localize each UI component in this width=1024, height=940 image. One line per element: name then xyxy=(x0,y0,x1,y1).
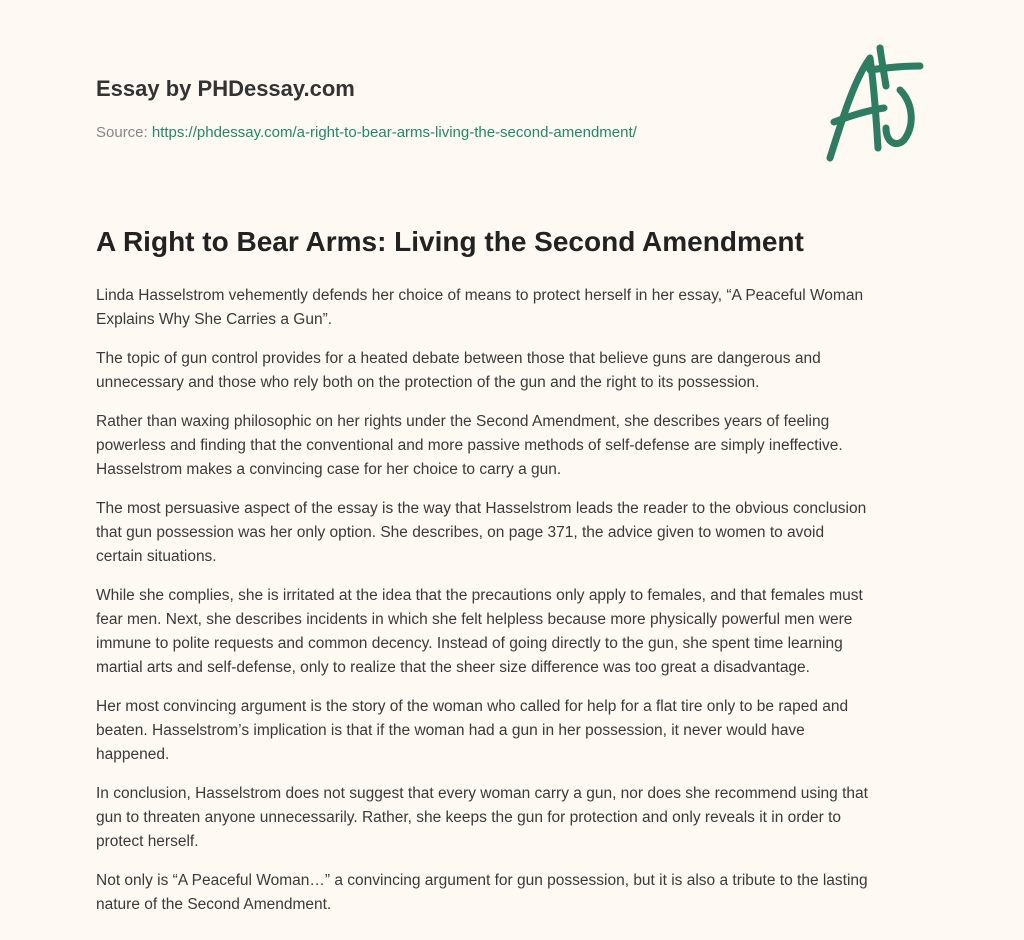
paragraph-line: martial arts and self-defense, only to realize that the sheer size difference was too great a disadvantage. xyxy=(96,659,810,676)
source-label: Source: xyxy=(96,124,148,141)
paragraph xyxy=(96,782,936,854)
article-body xyxy=(96,284,936,932)
paragraph-line: fear men. Next, she describes incidents in which she felt helpless because more physically powerful men were xyxy=(96,611,853,628)
paragraph-line: protect herself. xyxy=(96,833,199,850)
paragraph-line: The most persuasive aspect of the essay is the way that Hasselstrom leads the reader to the obvious conclusion xyxy=(96,500,867,517)
paragraph-line: Not only is “A Peaceful Woman…” a convincing argument for gun possession, but it is also a tribute to the lasting xyxy=(96,872,868,889)
paragraph-line: Linda Hasselstrom vehemently defends her choice of means to protect herself in her essay, “A Peaceful Woman xyxy=(96,287,864,304)
paragraph xyxy=(96,284,936,332)
paragraph xyxy=(96,410,936,482)
paragraph-line: While she complies, she is irritated at the idea that the precautions only apply to females, and that females must xyxy=(96,587,863,604)
paragraph-line: happened. xyxy=(96,746,170,763)
paragraph-line: immune to polite requests and common decency. Instead of going directly to the gun, she spent time learning xyxy=(96,635,843,652)
paragraph-line: powerless and finding that the conventional and more passive methods of self-defense are simply ineffective. xyxy=(96,437,843,454)
paragraph xyxy=(96,497,936,569)
site-title: Essay by PHDessay.com xyxy=(96,76,355,101)
paragraph-line: Her most convincing argument is the story of the woman who called for help for a flat tire only to be raped and xyxy=(96,698,849,715)
source-link[interactable]: https://phdessay.com/a-right-to-bear-arms-living-the-second-amendment/ xyxy=(151,124,637,141)
article-title: A Right to Bear Arms: Living the Second Amendment xyxy=(96,226,804,257)
a-plus-logo-icon xyxy=(820,40,930,165)
paragraph xyxy=(96,695,936,767)
paragraph-line: gun to threaten anyone unnecessarily. Rather, she keeps the gun for protection and only reveals it in order to xyxy=(96,809,842,826)
source-line xyxy=(96,124,637,141)
paragraph-line: unnecessary and those who rely both on the protection of the gun and the right to its possession. xyxy=(96,374,760,391)
paragraph-line: that gun possession was her only option. She describes, on page 371, the advice given to women to avoid xyxy=(96,524,825,541)
paragraph xyxy=(96,347,936,395)
paragraph xyxy=(96,869,936,917)
paragraph-line: certain situations. xyxy=(96,548,217,565)
paragraph-line: The topic of gun control provides for a heated debate between those that believe guns are dangerous and xyxy=(96,350,821,367)
paragraph-line: In conclusion, Hasselstrom does not suggest that every woman carry a gun, nor does she recommend using that xyxy=(96,785,868,802)
paragraph-line: Rather than waxing philosophic on her rights under the Second Amendment, she describes years of feeling xyxy=(96,413,830,430)
paragraph-line: beaten. Hasselstrom’s implication is that if the woman had a gun in her possession, it never would have xyxy=(96,722,805,739)
paragraph-line: nature of the Second Amendment. xyxy=(96,896,332,913)
paragraph-line: Hasselstrom makes a convincing case for her choice to carry a gun. xyxy=(96,461,562,478)
paragraph-line: Explains Why She Carries a Gun”. xyxy=(96,311,333,328)
paragraph xyxy=(96,584,936,680)
